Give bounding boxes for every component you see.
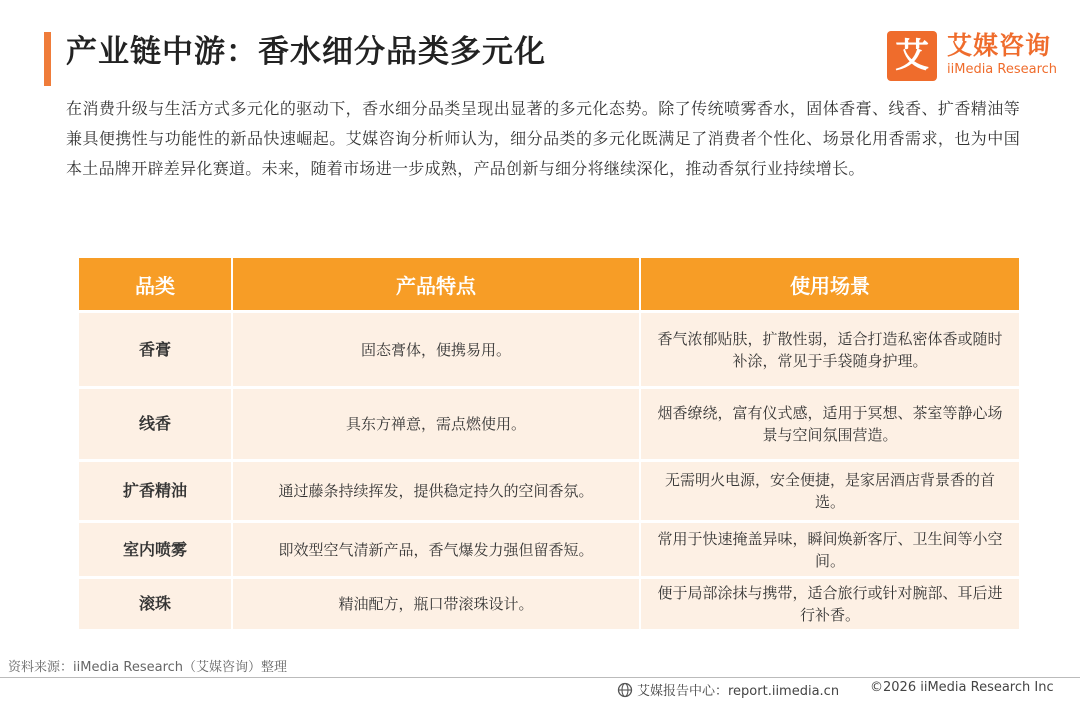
footer-copyright: ©2026 iiMedia Research Inc bbox=[870, 680, 1054, 695]
footer-divider bbox=[0, 677, 1080, 678]
logo-mark: 艾 bbox=[887, 31, 937, 81]
logo-en-text: iiMedia Research bbox=[947, 62, 1058, 77]
table-row bbox=[79, 459, 1019, 520]
row-category: 室内喷雾 bbox=[79, 523, 233, 576]
globe-icon bbox=[617, 682, 633, 698]
footer-report-link[interactable]: 艾媒报告中心：report.iimedia.cn bbox=[637, 684, 840, 699]
header-feature: 产品特点 bbox=[233, 258, 641, 310]
table-header bbox=[79, 258, 1019, 310]
row-category: 扩香精油 bbox=[79, 462, 233, 520]
title-accent-bar bbox=[44, 32, 51, 86]
table-row bbox=[79, 386, 1019, 459]
page-title: 产业链中游：香水细分品类多元化 bbox=[66, 34, 546, 70]
row-feature: 固态膏体，便携易用。 bbox=[233, 313, 641, 386]
table-row bbox=[79, 576, 1019, 629]
header-scene: 使用场景 bbox=[790, 273, 870, 298]
intro-paragraph: 在消费升级与生活方式多元化的驱动下，香水细分品类呈现出显著的多元化态势。除了传统喷雾香水，固体香膏、线香、扩香精油等兼具便携性与功能性的新品快速崛起。艾媒咨询分析师认为，细分品类的多元化既满足了消费者个性化、场景化用香需求，也为中国本土品牌开辟差异化赛道。未来，随着市场进一步成熟，产品创新与细分将继续深化，推动香氛行业持续增长。 bbox=[66, 99, 1020, 178]
header-category: 品类 bbox=[79, 258, 233, 310]
row-scene: 烟香缭绕，富有仪式感，适用于冥想、茶室等静心场景与空间氛围营造。 bbox=[657, 404, 1003, 444]
brand-logo bbox=[887, 31, 1067, 81]
row-feature: 具东方禅意，需点燃使用。 bbox=[233, 389, 641, 459]
row-scene: 无需明火电源，安全便捷，是家居酒店背景香的首选。 bbox=[664, 471, 995, 511]
row-scene: 便于局部涂抹与携带，适合旅行或针对腕部、耳后进行补香。 bbox=[657, 584, 1003, 624]
row-category: 香膏 bbox=[79, 313, 233, 386]
row-feature: 即效型空气清新产品，香气爆发力强但留香短。 bbox=[233, 523, 641, 576]
row-category: 滚珠 bbox=[79, 579, 233, 629]
row-feature: 通过藤条持续挥发，提供稳定持久的空间香氛。 bbox=[233, 462, 641, 520]
row-category: 线香 bbox=[79, 389, 233, 459]
category-table bbox=[79, 258, 1019, 629]
logo-cn-text: 艾媒咨询 bbox=[947, 31, 1052, 60]
table-row bbox=[79, 310, 1019, 386]
footer-report-center bbox=[617, 680, 839, 699]
table-row bbox=[79, 520, 1019, 576]
row-scene: 香气浓郁贴肤，扩散性弱，适合打造私密体香或随时补涂，常见于手袋随身护理。 bbox=[657, 329, 1003, 370]
row-scene: 常用于快速掩盖异味，瞬间焕新客厅、卫生间等小空间。 bbox=[657, 529, 1003, 570]
source-note: 资料来源：iiMedia Research（艾媒咨询）整理 bbox=[8, 660, 288, 675]
row-feature: 精油配方，瓶口带滚珠设计。 bbox=[233, 579, 641, 629]
